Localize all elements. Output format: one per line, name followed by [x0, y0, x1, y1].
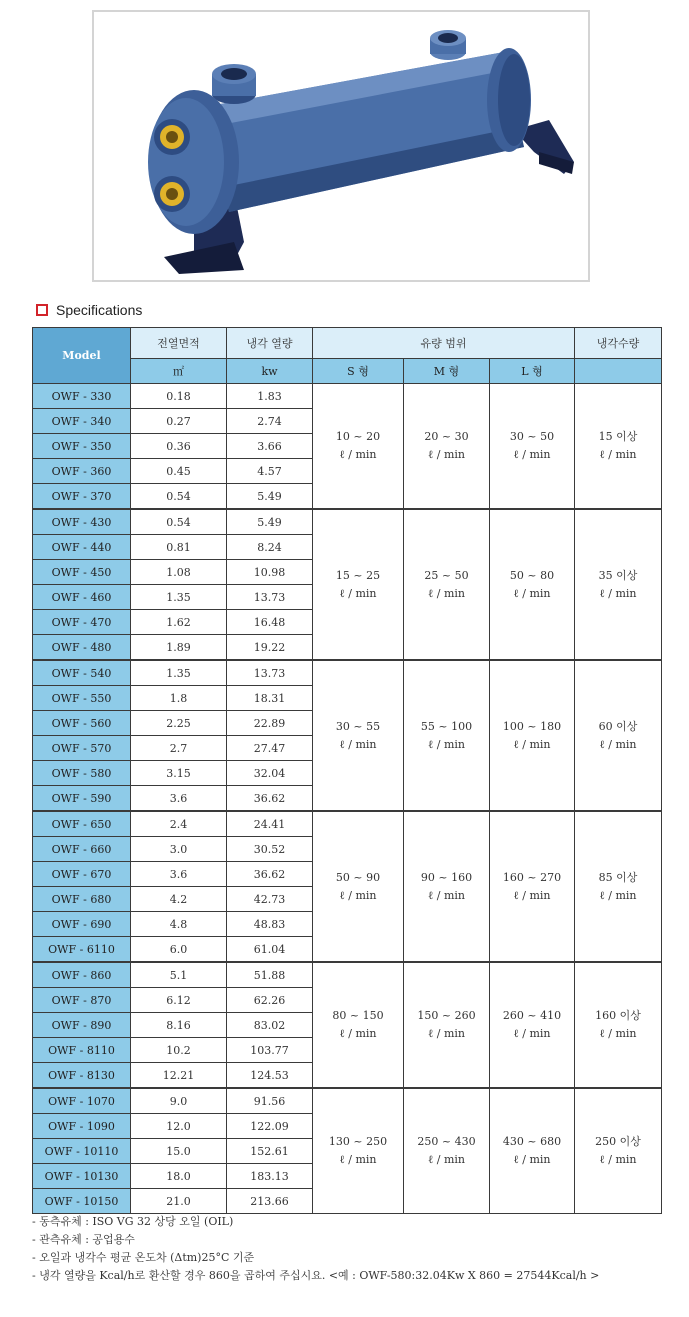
cooling-cell: 62.26	[227, 988, 313, 1013]
area-cell: 6.0	[131, 937, 227, 963]
flow-unit: ℓ / min	[339, 586, 377, 600]
flow-unit: ℓ / min	[513, 737, 551, 751]
cooling-cell: 36.62	[227, 862, 313, 887]
flow-m-cell	[404, 811, 490, 962]
cooling-cell: 4.57	[227, 459, 313, 484]
model-cell: OWF - 450	[33, 560, 131, 585]
table-row	[33, 1088, 662, 1114]
model-cell: OWF - 870	[33, 988, 131, 1013]
header-flow-l: L 형	[490, 359, 575, 384]
flow-value: 80 ~ 150	[332, 1009, 384, 1022]
area-cell: 12.0	[131, 1114, 227, 1139]
model-cell: OWF - 330	[33, 384, 131, 409]
cooling-cell: 18.31	[227, 686, 313, 711]
flow-unit: ℓ / min	[513, 888, 551, 902]
area-cell: 12.21	[131, 1063, 227, 1089]
header-flow-m: M 형	[404, 359, 490, 384]
flow-value: 50 ~ 80	[509, 568, 555, 582]
cooling-cell: 13.73	[227, 660, 313, 686]
flow-value: 260 ~ 410	[502, 1009, 562, 1022]
product-photo	[92, 10, 590, 282]
cooling-cell: 124.53	[227, 1063, 313, 1089]
flow-unit: ℓ / min	[599, 448, 637, 461]
model-cell: OWF - 650	[33, 811, 131, 837]
note-item: - 관측유체 : 공업용수	[32, 1233, 135, 1246]
area-cell: 6.12	[131, 988, 227, 1013]
cooling-cell: 13.73	[227, 585, 313, 610]
header-cooling-unit: kw	[227, 359, 313, 384]
flow-unit: ℓ / min	[427, 1153, 465, 1166]
flow-s-cell	[313, 660, 404, 811]
cooling-cell: 122.09	[227, 1114, 313, 1139]
flow-value: 15 이상	[598, 430, 638, 443]
cooling-cell: 1.83	[227, 384, 313, 409]
cooling-cell: 10.98	[227, 560, 313, 585]
cooling-cell: 83.02	[227, 1013, 313, 1038]
flow-unit: ℓ / min	[339, 1027, 377, 1040]
model-cell: OWF - 890	[33, 1013, 131, 1038]
water-cell	[575, 509, 662, 660]
cooling-cell: 19.22	[227, 635, 313, 661]
flow-s-cell	[313, 811, 404, 962]
area-cell: 1.35	[131, 585, 227, 610]
header-area: 전열면적	[131, 328, 227, 359]
flow-unit: ℓ / min	[427, 888, 465, 902]
cooling-cell: 103.77	[227, 1038, 313, 1063]
area-cell: 1.8	[131, 686, 227, 711]
model-cell: OWF - 8110	[33, 1038, 131, 1063]
flow-s-cell	[313, 384, 404, 510]
model-cell: OWF - 10110	[33, 1139, 131, 1164]
header-water-unit	[575, 359, 662, 384]
flow-l-cell	[490, 660, 575, 811]
model-cell: OWF - 440	[33, 535, 131, 560]
flow-value: 160 이상	[595, 1009, 641, 1022]
model-cell: OWF - 340	[33, 409, 131, 434]
bullet-square-icon	[36, 304, 48, 316]
cooling-cell: 30.52	[227, 837, 313, 862]
model-cell: OWF - 680	[33, 887, 131, 912]
flow-m-cell	[404, 384, 490, 510]
table-row	[33, 962, 662, 988]
model-cell: OWF - 470	[33, 610, 131, 635]
flow-value: 130 ~ 250	[328, 1135, 388, 1148]
flow-unit: ℓ / min	[513, 1153, 551, 1166]
model-cell: OWF - 480	[33, 635, 131, 661]
notes	[32, 1213, 599, 1285]
table-row	[33, 384, 662, 409]
specifications-table	[32, 327, 662, 1214]
area-cell: 1.35	[131, 660, 227, 686]
flow-unit: ℓ / min	[599, 1153, 637, 1166]
cooling-cell: 24.41	[227, 811, 313, 837]
cooling-cell: 183.13	[227, 1164, 313, 1189]
area-cell: 0.45	[131, 459, 227, 484]
flow-value: 250 이상	[595, 1135, 641, 1148]
note-item: - 냉각 열량을 Kcal/h로 환산할 경우 860을 곱하여 주십시요. <예 : OWF-580:32.04Kw X 860 = 27544Kcal/h >	[32, 1269, 600, 1282]
flow-s-cell	[313, 1088, 404, 1214]
area-cell: 4.2	[131, 887, 227, 912]
area-cell: 1.89	[131, 635, 227, 661]
cooling-cell: 27.47	[227, 736, 313, 761]
note-item: - 오일과 냉각수 평균 온도차 (Δtm)25°C 기준	[32, 1251, 255, 1264]
flow-unit: ℓ / min	[513, 586, 551, 600]
flow-l-cell	[490, 962, 575, 1088]
table-body	[33, 384, 662, 1214]
model-cell: OWF - 860	[33, 962, 131, 988]
flow-value: 160 ~ 270	[502, 870, 562, 884]
flow-value: 25 ~ 50	[424, 568, 469, 582]
cooling-cell: 16.48	[227, 610, 313, 635]
flow-value: 20 ~ 30	[424, 430, 469, 443]
flow-m-cell	[404, 509, 490, 660]
flow-value: 100 ~ 180	[502, 719, 562, 733]
cooling-cell: 213.66	[227, 1189, 313, 1214]
model-cell: OWF - 570	[33, 736, 131, 761]
area-cell: 1.08	[131, 560, 227, 585]
flow-value: 30 ~ 55	[335, 719, 381, 733]
water-cell	[575, 660, 662, 811]
water-cell	[575, 384, 662, 510]
area-cell: 3.6	[131, 862, 227, 887]
model-cell: OWF - 1090	[33, 1114, 131, 1139]
model-cell: OWF - 430	[33, 509, 131, 535]
model-cell: OWF - 10130	[33, 1164, 131, 1189]
cooling-cell: 3.66	[227, 434, 313, 459]
flow-l-cell	[490, 509, 575, 660]
model-cell: OWF - 580	[33, 761, 131, 786]
specifications-heading	[36, 302, 142, 318]
model-cell: OWF - 10150	[33, 1189, 131, 1214]
model-cell: OWF - 360	[33, 459, 131, 484]
area-cell: 21.0	[131, 1189, 227, 1214]
header-cooling: 냉각 열량	[227, 328, 313, 359]
flow-unit: ℓ / min	[513, 1027, 551, 1040]
flow-unit: ℓ / min	[427, 1027, 465, 1040]
area-cell: 0.36	[131, 434, 227, 459]
area-cell: 5.1	[131, 962, 227, 988]
model-cell: OWF - 540	[33, 660, 131, 686]
model-cell: OWF - 350	[33, 434, 131, 459]
flow-value: 90 ~ 160	[420, 870, 473, 884]
flow-unit: ℓ / min	[513, 448, 551, 461]
model-cell: OWF - 460	[33, 585, 131, 610]
flow-value: 150 ~ 260	[417, 1009, 476, 1022]
flow-value: 430 ~ 680	[502, 1135, 562, 1148]
flow-m-cell	[404, 962, 490, 1088]
flow-value: 250 ~ 430	[417, 1135, 476, 1148]
header-water: 냉각수량	[575, 328, 662, 359]
cooling-cell: 42.73	[227, 887, 313, 912]
area-cell: 0.54	[131, 484, 227, 510]
model-cell: OWF - 6110	[33, 937, 131, 963]
flow-s-cell	[313, 509, 404, 660]
area-cell: 0.54	[131, 509, 227, 535]
table-row	[33, 660, 662, 686]
cooling-cell: 48.83	[227, 912, 313, 937]
cooling-cell: 5.49	[227, 484, 313, 510]
model-cell: OWF - 8130	[33, 1063, 131, 1089]
cooling-cell: 2.74	[227, 409, 313, 434]
area-cell: 18.0	[131, 1164, 227, 1189]
water-cell	[575, 962, 662, 1088]
model-cell: OWF - 550	[33, 686, 131, 711]
flow-value: 85 이상	[598, 870, 638, 884]
flow-l-cell	[490, 384, 575, 510]
flow-unit: ℓ / min	[599, 888, 637, 902]
area-cell: 1.62	[131, 610, 227, 635]
section-title: Specifications	[56, 302, 143, 318]
area-cell: 3.15	[131, 761, 227, 786]
model-cell: OWF - 1070	[33, 1088, 131, 1114]
flow-s-cell	[313, 962, 404, 1088]
heat-exchanger-illustration	[94, 12, 588, 280]
area-cell: 9.0	[131, 1088, 227, 1114]
flow-unit: ℓ / min	[427, 586, 465, 600]
flow-m-cell	[404, 1088, 490, 1214]
table-row	[33, 811, 662, 837]
flow-m-cell	[404, 660, 490, 811]
note-item: - 동측유체 : ISO VG 32 상당 오일 (OIL)	[32, 1215, 234, 1228]
flow-unit: ℓ / min	[339, 737, 377, 751]
flow-value: 35 이상	[598, 568, 638, 582]
model-cell: OWF - 560	[33, 711, 131, 736]
flow-value: 10 ~ 20	[335, 430, 381, 443]
area-cell: 10.2	[131, 1038, 227, 1063]
cooling-cell: 22.89	[227, 711, 313, 736]
model-cell: OWF - 660	[33, 837, 131, 862]
cooling-cell: 36.62	[227, 786, 313, 812]
model-cell: OWF - 590	[33, 786, 131, 812]
area-cell: 0.27	[131, 409, 227, 434]
flow-unit: ℓ / min	[339, 1153, 377, 1166]
flow-l-cell	[490, 811, 575, 962]
header-model: Model	[33, 328, 131, 384]
model-cell: OWF - 690	[33, 912, 131, 937]
flow-value: 60 이상	[598, 719, 638, 733]
table-row	[33, 509, 662, 535]
cooling-cell: 61.04	[227, 937, 313, 963]
flow-unit: ℓ / min	[339, 888, 377, 902]
flow-unit: ℓ / min	[339, 448, 377, 461]
flow-l-cell	[490, 1088, 575, 1214]
header-flow: 유량 범위	[313, 328, 575, 359]
header-flow-s: S 형	[313, 359, 404, 384]
flow-unit: ℓ / min	[599, 737, 637, 751]
cooling-cell: 8.24	[227, 535, 313, 560]
area-cell: 2.4	[131, 811, 227, 837]
flow-value: 50 ~ 90	[335, 870, 381, 884]
area-cell: 4.8	[131, 912, 227, 937]
area-cell: 2.25	[131, 711, 227, 736]
area-cell: 2.7	[131, 736, 227, 761]
cooling-cell: 32.04	[227, 761, 313, 786]
area-cell: 3.0	[131, 837, 227, 862]
water-cell	[575, 811, 662, 962]
cooling-cell: 152.61	[227, 1139, 313, 1164]
header-area-unit: ㎡	[131, 359, 227, 384]
area-cell: 0.81	[131, 535, 227, 560]
flow-value: 55 ~ 100	[420, 719, 473, 733]
flow-unit: ℓ / min	[599, 586, 637, 600]
area-cell: 8.16	[131, 1013, 227, 1038]
cooling-cell: 91.56	[227, 1088, 313, 1114]
flow-unit: ℓ / min	[427, 737, 465, 751]
model-cell: OWF - 370	[33, 484, 131, 510]
flow-value: 15 ~ 25	[335, 568, 381, 582]
model-cell: OWF - 670	[33, 862, 131, 887]
cooling-cell: 5.49	[227, 509, 313, 535]
water-cell	[575, 1088, 662, 1214]
flow-unit: ℓ / min	[599, 1027, 637, 1040]
cooling-cell: 51.88	[227, 962, 313, 988]
area-cell: 15.0	[131, 1139, 227, 1164]
area-cell: 3.6	[131, 786, 227, 812]
flow-value: 30 ~ 50	[509, 430, 555, 443]
flow-unit: ℓ / min	[427, 448, 465, 461]
area-cell: 0.18	[131, 384, 227, 409]
